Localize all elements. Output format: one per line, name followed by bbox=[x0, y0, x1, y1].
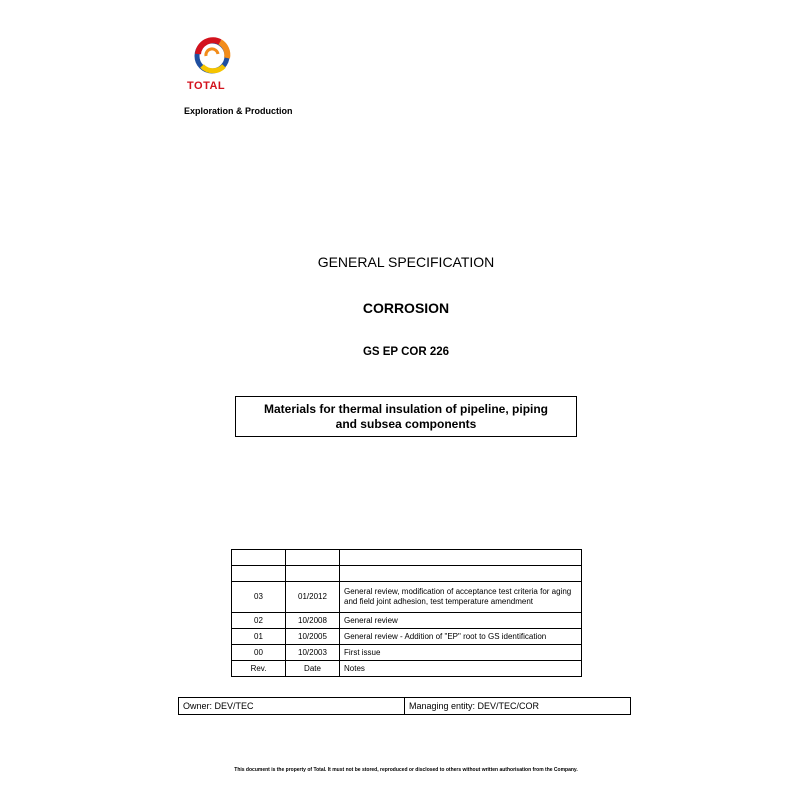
owner-cell: Owner: DEV/TEC bbox=[179, 698, 405, 715]
rev-cell: 01 bbox=[232, 629, 286, 645]
date-cell: 10/2005 bbox=[286, 629, 340, 645]
rev-cell: 03 bbox=[232, 582, 286, 613]
notes-cell: General review - Addition of "EP" root to GS identification bbox=[340, 629, 582, 645]
table-row-empty bbox=[232, 550, 582, 566]
date-cell: 10/2008 bbox=[286, 613, 340, 629]
notes-cell: General review, modification of acceptance test criteria for aging and field joint adhesion, test temperature amendment bbox=[340, 582, 582, 613]
ownership-table bbox=[178, 697, 631, 715]
document-title-box bbox=[235, 396, 577, 437]
division-label: Exploration & Production bbox=[184, 106, 293, 116]
date-cell: 01/2012 bbox=[286, 582, 340, 613]
table-row bbox=[232, 582, 582, 613]
category-heading: CORROSION bbox=[362, 300, 450, 316]
rev-column-header: Rev. bbox=[232, 661, 286, 677]
notes-cell: First issue bbox=[340, 645, 582, 661]
document-title-line-1: Materials for thermal insulation of pipeline, piping bbox=[263, 401, 549, 416]
document-title-line-2: and subsea components bbox=[335, 416, 477, 431]
table-header-row bbox=[232, 661, 582, 677]
rev-cell: 00 bbox=[232, 645, 286, 661]
spec-type-heading: GENERAL SPECIFICATION bbox=[317, 254, 495, 270]
managing-entity-cell: Managing entity: DEV/TEC/COR bbox=[405, 698, 631, 715]
notes-cell: General review bbox=[340, 613, 582, 629]
table-row bbox=[232, 629, 582, 645]
document-number: GS EP COR 226 bbox=[362, 346, 450, 358]
table-row bbox=[232, 613, 582, 629]
date-column-header: Date bbox=[286, 661, 340, 677]
notes-column-header: Notes bbox=[340, 661, 582, 677]
ownership-row bbox=[179, 698, 631, 715]
table-row-empty bbox=[232, 566, 582, 582]
brand-name: TOTAL bbox=[187, 80, 226, 92]
rev-cell: 02 bbox=[232, 613, 286, 629]
date-cell: 10/2003 bbox=[286, 645, 340, 661]
confidentiality-footer: This document is the property of Total. It must not be stored, reproduced or disclosed to others without written authorisation from the Company. bbox=[234, 767, 578, 773]
revision-table bbox=[231, 549, 582, 677]
table-row bbox=[232, 645, 582, 661]
